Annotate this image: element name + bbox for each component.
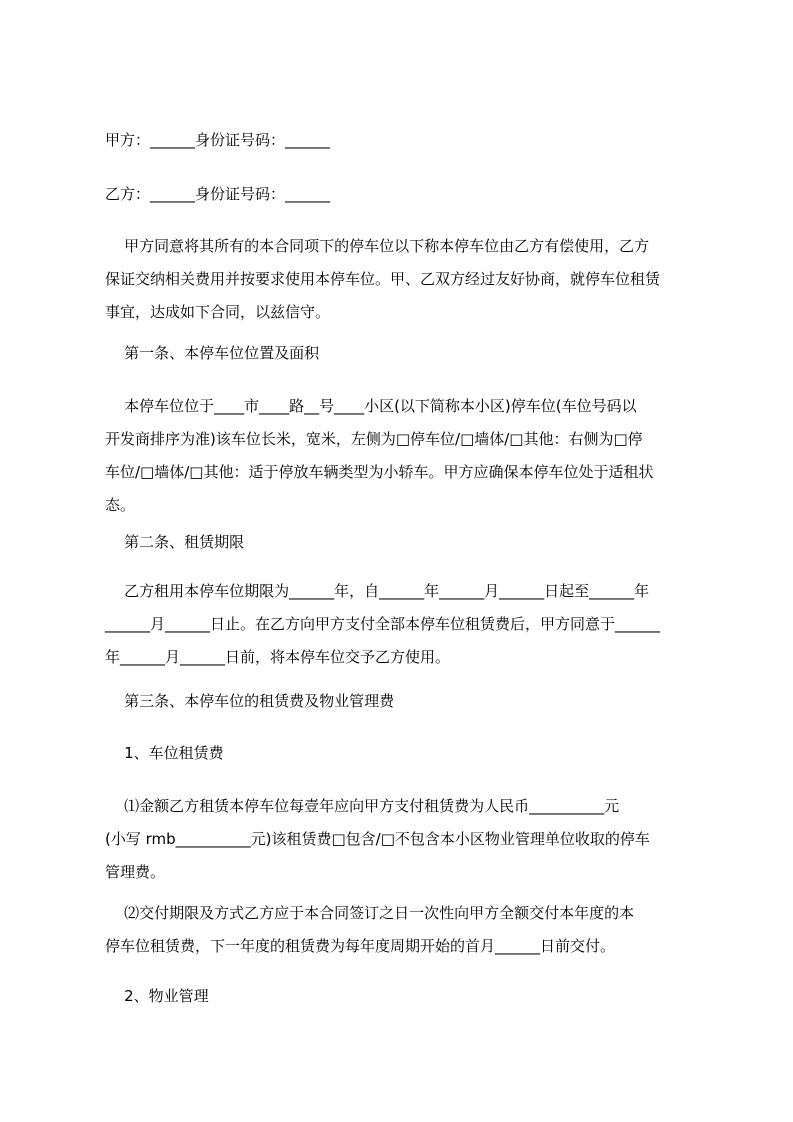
party-a-line: 甲方：______身份证号码：______ [105,131,331,149]
item-1-sub-1-line: ⑴金额乙方租赁本停车位每壹年应向甲方支付租赁费为人民币__________元 [105,797,620,815]
intro-line: 事宜，达成如下合同，以兹信守。 [105,303,331,321]
article-3-title: 第三条、本停车位的租赁费及物业管理费 [105,692,395,710]
item-2-title: 2、物业管理 [105,987,209,1005]
intro-line: 保证交纳相关费用并按要求使用本停车位。甲、乙双方经过友好协商，就停车位租赁 [105,270,661,288]
article-2-line: 年______月______日前，将本停车位交予乙方使用。 [105,648,451,666]
intro-paragraph [105,230,700,329]
party-b-line: 乙方：______身份证号码：______ [105,185,331,203]
article-1-line: 本停车位位于____市____路__号____小区(以下简称本小区)停车位(车位号码以 [105,397,637,415]
item-1-title: 1、车位租赁费 [105,744,224,762]
item-1-sub-1-line: 管理费。 [105,863,166,881]
article-1-body [105,390,700,522]
intro-line: 甲方同意将其所有的本合同项下的停车位以下称本停车位由乙方有偿使用，乙方 [105,237,650,255]
article-1-line: 车位/□墙体/□其他：适于停放车辆类型为小轿车。甲方应确保本停车位处于适租状 [105,463,654,481]
article-1-line: 开发商排序为准)该车位长米，宽米，左侧为□停车位/□墙体/□其他：右侧为□停 [105,430,643,448]
article-1-title: 第一条、本停车位位置及面积 [105,344,320,362]
article-1-line: 态。 [105,496,136,514]
item-1-sub-1-line: (小写 rmb__________元)该租赁费□包含/□不包含本小区物业管理单位收取的停车 [105,830,650,848]
article-2-line: 乙方租用本停车位期限为______年，自______年______月______日起至______年 [105,582,650,600]
item-1-sub-2 [105,897,700,963]
item-1-sub-2-line: 停车位租赁费，下一年度的租赁费为每年度周期开始的首月______日前交付。 [105,937,616,955]
article-2-line: ______月______日止。在乙方向甲方支付全部本停车位租赁费后，甲方同意于______ [105,615,661,633]
article-2-title: 第二条、租赁期限 [105,533,245,551]
item-1-sub-1 [105,790,700,889]
article-2-body [105,575,700,674]
item-1-sub-2-line: ⑵交付期限及方式乙方应于本合同签订之日一次性向甲方全额交付本年度的本 [105,904,635,922]
